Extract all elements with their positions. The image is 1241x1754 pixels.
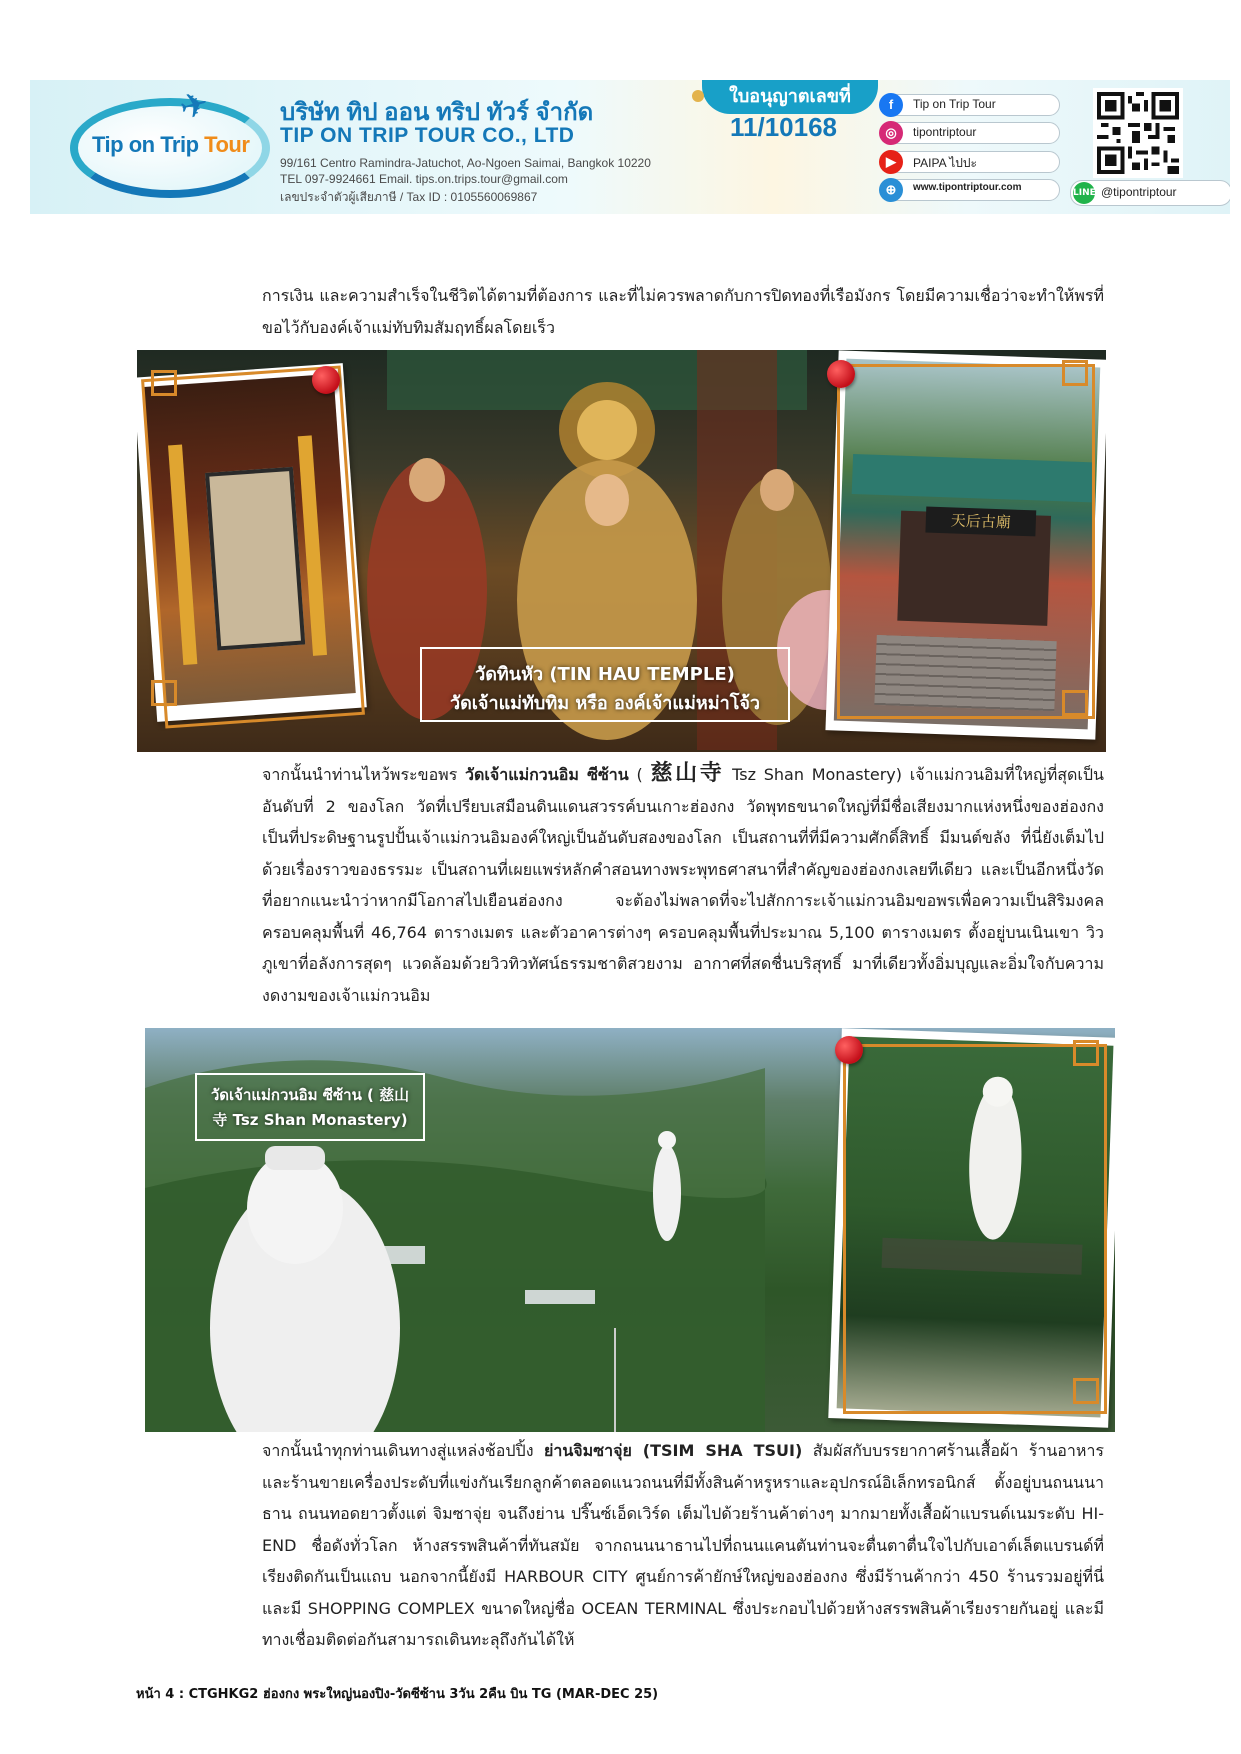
social-label: PAIPA ไปปะ [913, 156, 977, 170]
temple-sign: 天后古廟 [925, 507, 1036, 537]
company-name-th: บริษัท ทิป ออน ทริป ทัวร์ จำกัด [280, 99, 594, 126]
photo-collage-tsz-shan [145, 1028, 1115, 1432]
text-run: จากนั้นนำทุกท่านเดินทางสู่แหล่งช้อปปิ้ง [262, 1441, 544, 1460]
paragraph-tsz-shan [262, 758, 1104, 1011]
frame-corner [1062, 360, 1088, 386]
paragraph-tsim-sha-tsui [262, 1435, 1104, 1656]
airplane-icon: ✈ [175, 82, 214, 130]
social-label: www.tipontriptour.com [913, 182, 1022, 193]
gold-frame [837, 364, 1095, 719]
social-line[interactable] [1070, 180, 1230, 206]
text-run: สัมผัสกับบรรยากาศร้านเสื้อผ้า ร้านอาหาร และร้านขายเครื่องประดับที่แข่งกันเรียกลูกค้าตลอดแนวถนนที่มีทั้งสินค้าหรูหราและอุปกรณ์อิเล็กทรอนิกส์ ตั้งอยู่บนถนนนาธาน ถนนทอดยาวตั้งแต่ จิมซาจุ่ย จนถึงย่าน ปริ๊นซ์เอ็ดเวิร์ด เต็มไปด้วยร้านค้าต่างๆ มากมายทั้งเสื้อผ้าแบรนด์เนมระดับ HI-END ชื่อดังทั่วโลก ห้างสรรพสินค้าที่ทันสมัย จากถนนนาธานไปที่ถนนแคนตันท่านจะตื่นตาตื่นใจไปกับเอาต์เล็ตแบรนด์ที่เรียงติดกันเป็นแถบ นอกจากนี้ยังมี HARBOUR CITY ศูนย์การค้ายักษ์ใหญ่ของฮ่องกง ซึ่งมีร้านค้ากว่า 450 ร้านรวมอยู่ที่นี่ และมี SHOPPING COMPLEX ขนาดใหญ่ชื่อ OCEAN TERMINAL ซึ่งประกอบไปด้วยห้างสรรพสินค้าเรียงรายกันอยู่ และมีทางเชื่อมติดต่อกันสามารถเดินทะลุถึงกันได้ให้ [262, 1441, 1105, 1649]
place-name: ย่านจิมซาจุ่ย (TSIM SHA TSUI) [544, 1441, 803, 1460]
social-label: Tip on Trip Tour [913, 97, 996, 111]
photo-collage-tin-hau [137, 350, 1106, 752]
frame-corner [151, 370, 177, 396]
frame-corner [1073, 1040, 1099, 1066]
social-youtube[interactable] [880, 151, 1060, 173]
company-address: 99/161 Centro Ramindra-Jatuchot, Ao-Ngoen Saimai, Bangkok 10220 [280, 156, 651, 170]
facebook-icon: f [879, 93, 903, 117]
logo-text: Tip on Trip Tour [92, 132, 250, 157]
social-website[interactable] [880, 179, 1060, 201]
caption-line: วัดเจ้าแม่ทับทิม หรือ องค์เจ้าแม่หม่าโจ้ว [449, 693, 761, 714]
frame-corner [1073, 1378, 1099, 1404]
chinese-name: 慈山寺 [650, 761, 725, 786]
photo-caption-tin-hau [420, 647, 790, 722]
line-icon: LINE [1073, 182, 1095, 204]
social-facebook[interactable] [880, 94, 1060, 116]
decor-dot [692, 90, 704, 102]
web-icon: ⊕ [879, 178, 903, 202]
pushpin-icon [312, 366, 340, 394]
license-label: ใบอนุญาตเลขที่ [702, 80, 878, 114]
text-run: จากนั้นนำท่านไหว้พระขอพร [262, 765, 466, 784]
place-name: วัดเจ้าแม่กวนอิม ซีซ้าน [465, 765, 629, 784]
company-contact: TEL 097-9924661 Email. tips.on.trips.tour@gmail.com [280, 172, 568, 186]
paragraph-intro: การเงิน และความสำเร็จในชีวิตได้ตามที่ต้องการ และที่ไม่ควรพลาดกับการปิดทองที่เรือมังกร โดยมีความเชื่อว่าจะทำให้พรที่ขอไว้กับองค์เจ้าแม่ทับทิมสัมฤทธิ์ผลโดยเร็ว [262, 286, 1104, 337]
social-label: tipontriptour [913, 125, 977, 139]
company-name-en: TIP ON TRIP TOUR CO., LTD [280, 124, 575, 147]
social-label: @tipontriptour [1101, 185, 1177, 199]
pushpin-icon [835, 1036, 863, 1064]
instagram-icon: ◎ [879, 121, 903, 145]
photo-caption-tsz-shan [195, 1073, 425, 1141]
gold-frame [141, 365, 365, 728]
qr-code[interactable] [1093, 88, 1183, 178]
frame-corner [1062, 690, 1088, 716]
caption-line: 寺 Tsz Shan Monastery) [212, 1111, 408, 1129]
social-instagram[interactable] [880, 122, 1060, 144]
caption-line: วัดทินหัว (TIN HAU TEMPLE) [475, 664, 735, 685]
text-run: ( [628, 765, 651, 784]
page-footer: หน้า 4 : CTGHKG2 ฮ่องกง พระใหญ่นองปิง-วัดซีซ้าน 3วัน 2คืน บิน TG (MAR-DEC 25) [136, 1687, 659, 1702]
caption-line: วัดเจ้าแม่กวนอิม ซีซ้าน ( 慈山 [210, 1086, 410, 1104]
gold-frame [843, 1044, 1107, 1414]
youtube-icon: ▶ [879, 150, 903, 174]
company-tax-id: เลขประจำตัวผู้เสียภาษี / Tax ID : 0105560069867 [280, 190, 538, 204]
header-banner [30, 80, 1230, 214]
license-number: 11/10168 [730, 112, 838, 142]
frame-corner [151, 680, 177, 706]
text-run: เจ้าแม่กวนอิมที่ใหญ่ที่สุดเป็นอันดับที่ 2 ของโลก วัดที่เปรียบเสมือนดินแดนสวรรค์บนเกาะฮ่องกง วัดพุทธขนาดใหญ่ที่มีชื่อเสียงมากแห่งหนึ่งของฮ่องกง เป็นที่ประดิษฐานรูปปั้นเจ้าแม่กวนอิมองค์ใหญ่เป็นอันดับสองของโลก เป็นสถานที่ที่มีความศักดิ์สิทธิ์ มีมนต์ขลัง ที่นี่ยังเต็มไปด้วยเรื่องราวของธรรมะ เป็นสถานที่เผยแพร่หลักคำสอนทางพระพุทธศาสนาที่สำคัญของฮ่องกงเลยทีเดียว และเป็นอีกหนึ่งวัดที่อยากแนะนำว่าหากมีโอกาสไปเยือนฮ่องกง จะต้องไม่พลาดที่จะไปสักการะเจ้าแม่กวนอิมขอพรเพื่อความเป็นสิริมงคล ครอบคลุมพื้นที่ 46,764 ตารางเมตร และตัวอาคารต่างๆ ครอบคลุมพื้นที่ประมาณ 5,100 ตารางเมตร ตั้งอยู่บนเนินเขา วิวภูเขาที่อลังการสุดๆ แวดล้อมด้วยวิวทิวทัศน์ธรรมชาติสวยงาม อากาศที่สดชื่นบริสุทธิ์ มาที่เดียวทั้งอิ่มบุญและอิ่มใจกับความงดงามของเจ้าแม่กวนอิม [262, 765, 1104, 1005]
pushpin-icon [827, 360, 855, 388]
text-run: Tsz Shan Monastery) [724, 765, 910, 784]
